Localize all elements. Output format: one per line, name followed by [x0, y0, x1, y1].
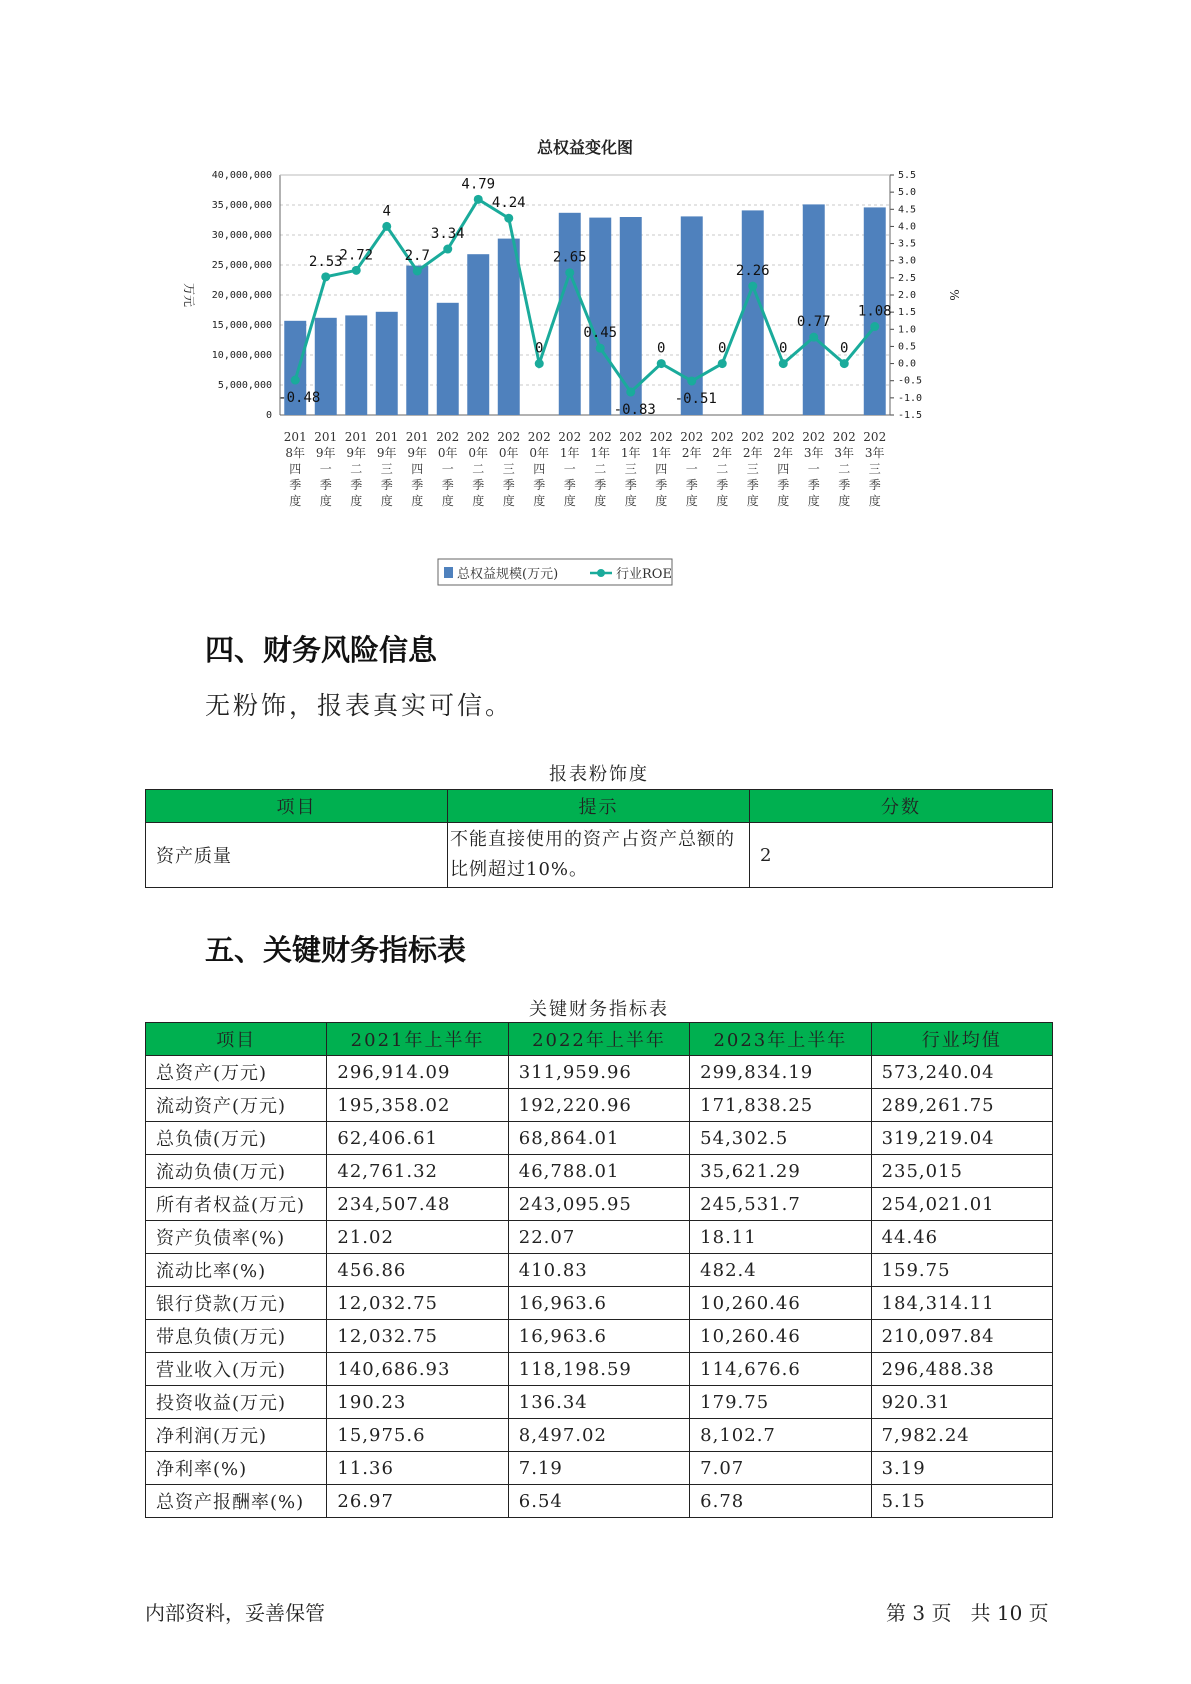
x-tick-label: 一	[807, 462, 820, 476]
x-tick-label: 8年	[285, 446, 306, 460]
x-tick-label: 季	[868, 478, 881, 492]
cell-score: 2	[750, 823, 1053, 888]
kpi-table	[145, 1022, 1053, 1518]
table-cell: 42,761.32	[327, 1155, 508, 1188]
x-tick-label: 度	[594, 494, 607, 508]
row-label: 资产负债率(%)	[146, 1221, 327, 1254]
row-label: 总资产报酬率(%)	[146, 1485, 327, 1518]
x-tick-label: 四	[777, 462, 790, 476]
x-tick-label: 度	[655, 494, 668, 508]
x-tick-label: 季	[441, 478, 454, 492]
roe-data-label: 0.77	[796, 314, 831, 331]
x-tick-label: 3年	[803, 446, 824, 460]
x-tick-label: 四	[289, 462, 302, 476]
x-tick-label: 四	[411, 462, 424, 476]
table-cell: 5.15	[871, 1485, 1052, 1518]
roe-point	[413, 267, 422, 276]
x-tick-label: 二	[594, 462, 607, 476]
page-number: 第 3 页 共 10 页	[886, 1601, 1049, 1625]
footer-note: 内部资料，妥善保管	[145, 1601, 325, 1625]
header-col: 项目	[146, 1023, 327, 1056]
row-label: 总负债(万元)	[146, 1122, 327, 1155]
row-label: 营业收入(万元)	[146, 1353, 327, 1386]
header-hint: 提示	[448, 790, 750, 823]
row-label: 流动资产(万元)	[146, 1089, 327, 1122]
table-cell: 254,021.01	[871, 1188, 1052, 1221]
bar	[803, 204, 825, 415]
x-tick-label: 季	[746, 478, 759, 492]
bar	[406, 266, 428, 415]
section5-heading: 五、关键财务指标表	[205, 933, 467, 967]
x-tick-label: 201	[405, 430, 429, 444]
roe-point	[474, 195, 483, 204]
roe-point	[809, 333, 818, 342]
x-tick-label: 一	[563, 462, 576, 476]
table-cell: 35,621.29	[690, 1155, 871, 1188]
y-right-tick-label: 4.0	[898, 221, 917, 233]
cell-hint: 不能直接使用的资产占资产总额的比例超过10%。	[448, 823, 750, 888]
table-cell: 195,358.02	[327, 1089, 508, 1122]
table-cell: 210,097.84	[871, 1320, 1052, 1353]
x-tick-label: 季	[685, 478, 698, 492]
table-cell: 44.46	[871, 1221, 1052, 1254]
roe-data-label: 3.34	[430, 226, 465, 243]
x-tick-label: 度	[319, 494, 332, 508]
x-tick-label: 季	[411, 478, 424, 492]
roe-point	[443, 245, 452, 254]
table-cell: 16,963.6	[508, 1287, 689, 1320]
table-cell: 234,507.48	[327, 1188, 508, 1221]
y-right-tick-label: 5.5	[898, 170, 917, 181]
legend-label-equity: 总权益规模(万元)	[457, 567, 559, 582]
table-row	[146, 1452, 1053, 1485]
equity-chart	[170, 135, 1030, 595]
table-cell: 3.19	[871, 1452, 1052, 1485]
roe-point	[504, 214, 513, 223]
y-left-tick-label: 35,000,000	[211, 200, 272, 211]
kpi-table-caption: 关键财务指标表	[529, 999, 669, 1020]
bar	[437, 303, 459, 415]
roe-data-label: 0	[779, 340, 788, 357]
roe-point	[748, 282, 757, 291]
x-tick-label: 一	[685, 462, 698, 476]
bar	[498, 239, 520, 415]
table-cell: 6.54	[508, 1485, 689, 1518]
y-left-tick-label: 5,000,000	[217, 380, 272, 391]
legend-swatch-marker	[597, 569, 605, 577]
table-header-row	[146, 1023, 1053, 1056]
table-cell: 140,686.93	[327, 1353, 508, 1386]
x-tick-label: 202	[863, 430, 887, 444]
x-tick-label: 201	[283, 430, 307, 444]
table-cell: 26.97	[327, 1485, 508, 1518]
table-row	[146, 1353, 1053, 1386]
y-left-tick-label: 25,000,000	[211, 260, 272, 271]
roe-point	[657, 359, 666, 368]
header-score: 分数	[750, 790, 1053, 823]
x-tick-label: 202	[436, 430, 460, 444]
row-label: 净利润(万元)	[146, 1419, 327, 1452]
row-label: 流动负债(万元)	[146, 1155, 327, 1188]
y-left-tick-label: 15,000,000	[211, 320, 272, 331]
roe-data-label: -0.51	[674, 391, 717, 408]
table-cell: 7.19	[508, 1452, 689, 1485]
cell-item: 资产质量	[146, 823, 448, 888]
y-right-tick-label: 0.0	[898, 358, 917, 370]
x-tick-label: 一	[441, 462, 454, 476]
y-right-tick-label: -0.5	[898, 375, 923, 387]
bar	[742, 210, 764, 415]
table-cell: 18.11	[690, 1221, 871, 1254]
x-tick-label: 二	[716, 462, 729, 476]
roe-data-label: 0	[718, 340, 727, 357]
roe-data-label: 2.7	[404, 248, 430, 264]
roe-point	[840, 359, 849, 368]
roe-point	[596, 344, 605, 353]
x-tick-label: 度	[685, 494, 698, 508]
x-tick-label: 202	[832, 430, 856, 444]
table-cell: 8,102.7	[690, 1419, 871, 1452]
roe-data-label: 0	[840, 340, 849, 357]
x-tick-label: 季	[350, 478, 363, 492]
roe-point	[565, 268, 574, 277]
roe-data-label: 4	[382, 203, 391, 220]
header-col: 2022年上半年	[508, 1023, 689, 1056]
x-tick-label: 季	[380, 478, 393, 492]
x-tick-label: 三	[868, 462, 881, 476]
roe-data-label: 2.72	[339, 247, 374, 264]
table-cell: 16,963.6	[508, 1320, 689, 1353]
roe-data-label: 4.24	[491, 195, 526, 212]
y-right-tick-label: 5.0	[898, 187, 917, 199]
x-tick-label: 二	[472, 462, 485, 476]
table-cell: 118,198.59	[508, 1353, 689, 1386]
x-tick-label: 202	[588, 430, 612, 444]
x-tick-label: 9年	[376, 446, 397, 460]
table-cell: 114,676.6	[690, 1353, 871, 1386]
y-left-tick-label: 40,000,000	[211, 170, 272, 181]
table-cell: 296,488.38	[871, 1353, 1052, 1386]
table-cell: 190.23	[327, 1386, 508, 1419]
roe-point	[718, 359, 727, 368]
table-cell: 68,864.01	[508, 1122, 689, 1155]
x-tick-label: 度	[746, 494, 759, 508]
table-row	[146, 1386, 1053, 1419]
x-tick-label: 1年	[590, 446, 611, 460]
x-tick-label: 9年	[407, 446, 428, 460]
x-tick-label: 202	[802, 430, 826, 444]
roe-point	[779, 359, 788, 368]
bar	[467, 254, 489, 415]
x-tick-label: 2年	[681, 446, 702, 460]
table-cell: 299,834.19	[690, 1056, 871, 1089]
table-cell: 159.75	[871, 1254, 1052, 1287]
table-cell: 8,497.02	[508, 1419, 689, 1452]
table-cell: 21.02	[327, 1221, 508, 1254]
x-tick-label: 度	[868, 494, 881, 508]
row-label: 银行贷款(万元)	[146, 1287, 327, 1320]
table-cell: 482.4	[690, 1254, 871, 1287]
x-tick-label: 季	[807, 478, 820, 492]
table-cell: 10,260.46	[690, 1320, 871, 1353]
x-tick-label: 202	[680, 430, 704, 444]
roe-data-label: 2.26	[735, 263, 770, 280]
x-tick-label: 202	[710, 430, 734, 444]
x-tick-label: 2年	[712, 446, 733, 460]
table-cell: 179.75	[690, 1386, 871, 1419]
roe-point	[535, 359, 544, 368]
x-tick-label: 四	[655, 462, 668, 476]
x-tick-label: 1年	[651, 446, 672, 460]
bar	[559, 213, 581, 415]
roe-data-label: -0.83	[613, 402, 656, 419]
table-cell: 573,240.04	[871, 1056, 1052, 1089]
x-tick-label: 0年	[529, 446, 550, 460]
y-left-tick-label: 20,000,000	[211, 290, 272, 301]
roe-data-label: 2.53	[308, 253, 343, 270]
y-right-tick-label: 1.0	[898, 324, 917, 336]
row-label: 流动比率(%)	[146, 1254, 327, 1287]
x-tick-label: 季	[838, 478, 851, 492]
x-tick-label: 季	[319, 478, 332, 492]
table-cell: 245,531.7	[690, 1188, 871, 1221]
roe-point	[291, 376, 300, 385]
x-tick-label: 度	[472, 494, 485, 508]
x-tick-label: 一	[319, 462, 332, 476]
table-cell: 311,959.96	[508, 1056, 689, 1089]
x-tick-label: 二	[350, 462, 363, 476]
bar	[345, 315, 367, 415]
table-cell: 12,032.75	[327, 1320, 508, 1353]
table-cell: 7.07	[690, 1452, 871, 1485]
row-label: 投资收益(万元)	[146, 1386, 327, 1419]
x-tick-label: 202	[497, 430, 521, 444]
x-tick-label: 季	[655, 478, 668, 492]
table-cell: 136.34	[508, 1386, 689, 1419]
x-tick-label: 0年	[468, 446, 489, 460]
table-row	[146, 1419, 1053, 1452]
legend-swatch-bar	[444, 567, 453, 578]
bar	[589, 218, 611, 415]
section4-text: 无粉饰，报表真实可信。	[205, 691, 514, 720]
x-tick-label: 2年	[742, 446, 763, 460]
y-right-tick-label: 3.5	[898, 238, 917, 250]
bar	[376, 312, 398, 415]
x-tick-label: 度	[441, 494, 454, 508]
x-tick-label: 202	[558, 430, 582, 444]
x-tick-label: 三	[624, 462, 637, 476]
x-tick-label: 202	[741, 430, 765, 444]
x-tick-label: 三	[746, 462, 759, 476]
roe-data-label: 0.45	[583, 325, 618, 342]
table-cell: 10,260.46	[690, 1287, 871, 1320]
table-cell: 46,788.01	[508, 1155, 689, 1188]
y-right-axis-label: %	[947, 289, 961, 301]
x-tick-label: 3年	[834, 446, 855, 460]
x-tick-label: 二	[838, 462, 851, 476]
x-tick-label: 度	[380, 494, 393, 508]
x-tick-label: 季	[777, 478, 790, 492]
header-item: 项目	[146, 790, 448, 823]
y-right-tick-label: 4.5	[898, 204, 917, 216]
x-tick-label: 四	[533, 462, 546, 476]
x-tick-label: 202	[619, 430, 643, 444]
x-tick-label: 度	[289, 494, 302, 508]
x-tick-label: 202	[527, 430, 551, 444]
table-row	[146, 1188, 1053, 1221]
y-right-tick-label: -1.5	[898, 410, 923, 421]
x-tick-label: 季	[624, 478, 637, 492]
roe-point	[321, 272, 330, 281]
x-tick-label: 季	[594, 478, 607, 492]
x-tick-label: 季	[716, 478, 729, 492]
y-right-tick-label: 1.5	[898, 307, 917, 319]
x-tick-label: 201	[375, 430, 399, 444]
table-cell: 243,095.95	[508, 1188, 689, 1221]
x-tick-label: 季	[502, 478, 515, 492]
x-tick-label: 202	[771, 430, 795, 444]
roe-data-label: 0	[657, 340, 666, 357]
roe-point	[626, 388, 635, 397]
y-left-tick-label: 30,000,000	[211, 230, 272, 241]
x-tick-label: 度	[777, 494, 790, 508]
y-left-tick-label: 0	[265, 410, 272, 421]
x-tick-label: 度	[502, 494, 515, 508]
x-tick-label: 9年	[346, 446, 367, 460]
table-cell: 6.78	[690, 1485, 871, 1518]
y-right-tick-label: 3.0	[898, 255, 917, 267]
x-tick-label: 0年	[437, 446, 458, 460]
header-col: 行业均值	[871, 1023, 1052, 1056]
x-tick-label: 201	[344, 430, 368, 444]
table-cell: 192,220.96	[508, 1089, 689, 1122]
table-cell: 920.31	[871, 1386, 1052, 1419]
y-right-tick-label: 0.5	[898, 341, 917, 353]
table-header-row	[146, 790, 1053, 823]
x-tick-label: 1年	[559, 446, 580, 460]
x-tick-label: 2年	[773, 446, 794, 460]
whitewash-table	[145, 789, 1053, 888]
table-row	[146, 1254, 1053, 1287]
row-label: 总资产(万元)	[146, 1056, 327, 1089]
x-tick-label: 季	[472, 478, 485, 492]
table-row	[146, 1155, 1053, 1188]
x-tick-label: 度	[563, 494, 576, 508]
table-cell: 15,975.6	[327, 1419, 508, 1452]
table-cell: 235,015	[871, 1155, 1052, 1188]
table-cell: 7,982.24	[871, 1419, 1052, 1452]
table-row	[146, 1485, 1053, 1518]
table-cell: 54,302.5	[690, 1122, 871, 1155]
x-tick-label: 三	[380, 462, 393, 476]
roe-point	[870, 322, 879, 331]
y-left-tick-label: 10,000,000	[211, 350, 272, 361]
x-tick-label: 202	[466, 430, 490, 444]
x-tick-label: 度	[838, 494, 851, 508]
table-row	[146, 1287, 1053, 1320]
y-right-tick-label: 2.5	[898, 272, 917, 284]
table-cell: 296,914.09	[327, 1056, 508, 1089]
table-cell: 22.07	[508, 1221, 689, 1254]
roe-point	[687, 377, 696, 386]
roe-point	[382, 222, 391, 231]
y-right-tick-label: 2.0	[898, 290, 917, 301]
table-cell: 410.83	[508, 1254, 689, 1287]
x-tick-label: 季	[289, 478, 302, 492]
header-col: 2023年上半年	[690, 1023, 871, 1056]
table-row	[146, 1056, 1053, 1089]
table-cell: 62,406.61	[327, 1122, 508, 1155]
table-cell: 289,261.75	[871, 1089, 1052, 1122]
chart-title: 总权益变化图	[536, 138, 634, 157]
roe-data-label: 4.79	[461, 176, 496, 193]
x-tick-label: 202	[649, 430, 673, 444]
x-tick-label: 0年	[498, 446, 519, 460]
table-row	[146, 1122, 1053, 1155]
table-row	[146, 823, 1053, 888]
roe-point	[352, 266, 361, 275]
x-tick-label: 度	[350, 494, 363, 508]
roe-data-label: 2.65	[552, 249, 587, 266]
x-tick-label: 三	[502, 462, 515, 476]
roe-data-label: -0.48	[278, 390, 321, 407]
row-label: 所有者权益(万元)	[146, 1188, 327, 1221]
row-label: 净利率(%)	[146, 1452, 327, 1485]
x-tick-label: 3年	[864, 446, 885, 460]
x-tick-label: 度	[411, 494, 424, 508]
table-cell: 11.36	[327, 1452, 508, 1485]
section4-heading: 四、财务风险信息	[205, 633, 438, 667]
x-tick-label: 季	[533, 478, 546, 492]
table-cell: 184,314.11	[871, 1287, 1052, 1320]
x-tick-label: 度	[807, 494, 820, 508]
y-right-tick-label: -1.0	[898, 392, 923, 404]
y-left-axis-label: 万元	[182, 282, 196, 308]
roe-data-label: 1.08	[857, 303, 892, 320]
table-cell: 171,838.25	[690, 1089, 871, 1122]
row-label: 带息负债(万元)	[146, 1320, 327, 1353]
legend-label-roe: 行业ROE	[616, 567, 672, 582]
table-row	[146, 1320, 1053, 1353]
table-cell: 12,032.75	[327, 1287, 508, 1320]
table-cell: 456.86	[327, 1254, 508, 1287]
x-tick-label: 1年	[620, 446, 641, 460]
x-tick-label: 季	[563, 478, 576, 492]
table-cell: 319,219.04	[871, 1122, 1052, 1155]
x-tick-label: 度	[533, 494, 546, 508]
x-tick-label: 201	[314, 430, 338, 444]
roe-data-label: 0	[535, 340, 544, 357]
table-row	[146, 1221, 1053, 1254]
x-tick-label: 9年	[315, 446, 336, 460]
table-row	[146, 1089, 1053, 1122]
x-tick-label: 度	[716, 494, 729, 508]
header-col: 2021年上半年	[327, 1023, 508, 1056]
whitewash-table-caption: 报表粉饰度	[549, 764, 649, 785]
x-tick-label: 度	[624, 494, 637, 508]
